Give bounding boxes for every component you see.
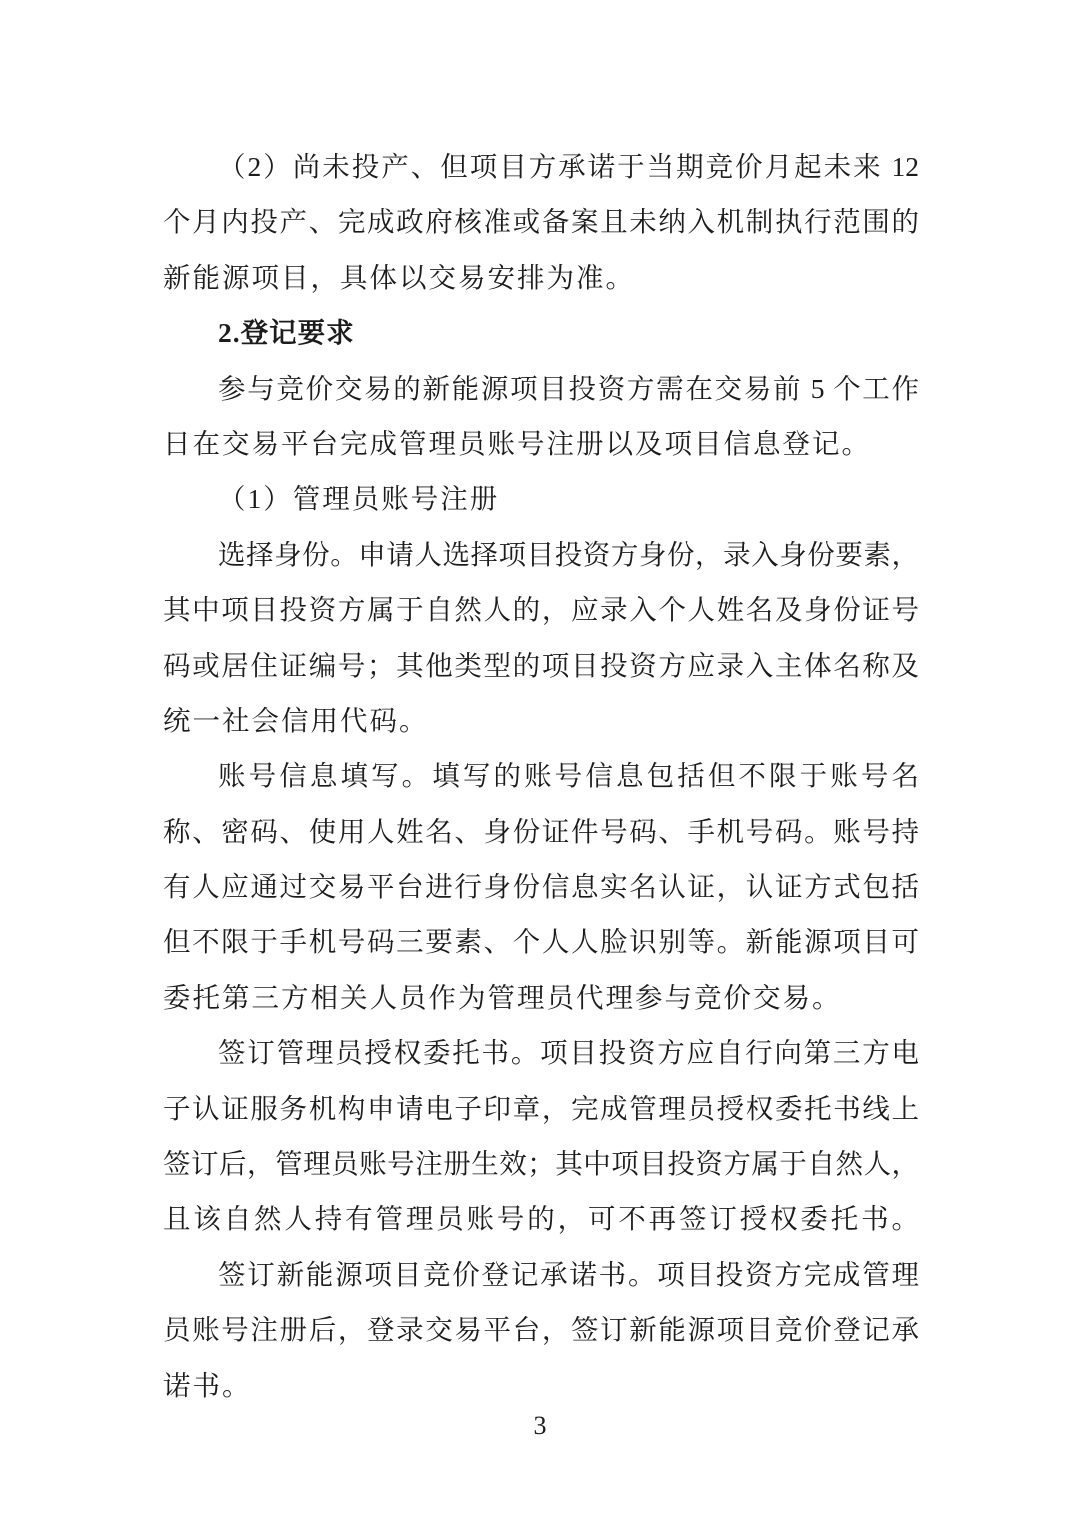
text-line: 码或居住证编号；其他类型的项目投资方应录入主体名称及 <box>163 649 919 681</box>
text-line: 诺书。 <box>163 1369 252 1401</box>
text-line: （1）管理员账号注册 <box>218 483 500 515</box>
text-line: 有人应通过交易平台进行身份信息实名认证，认证方式包括 <box>163 871 919 903</box>
text-line: 签订新能源项目竞价登记承诺书。项目投资方完成管理 <box>218 1258 919 1290</box>
text-line: 签订管理员授权委托书。项目投资方应自行向第三方电 <box>218 1037 919 1069</box>
text-line: 个月内投产、完成政府核准或备案且未纳入机制执行范围的 <box>163 206 919 238</box>
text-line: 委托第三方相关人员作为管理员代理参与竞价交易。 <box>163 981 842 1013</box>
text-line: 账号信息填写。填写的账号信息包括但不限于账号名 <box>218 760 919 792</box>
text-line: 且该自然人持有管理员账号的，可不再签订授权委托书。 <box>163 1203 919 1235</box>
text-line: （2）尚未投产、但项目方承诺于当期竞价月起未来 12 <box>218 151 919 182</box>
text-line: 子认证服务机构申请电子印章，完成管理员授权委托书线上 <box>163 1092 919 1124</box>
text-line: 其中项目投资方属于自然人的，应录入个人姓名及身份证号 <box>163 594 919 626</box>
text-line: 称、密码、使用人姓名、身份证件号码、手机号码。账号持 <box>163 815 919 847</box>
text-line: 日在交易平台完成管理员账号注册以及项目信息登记。 <box>163 427 871 459</box>
section-heading-line: 2.登记要求 <box>218 317 355 349</box>
text-line: 但不限于手机号码三要素、个人人脸识别等。新能源项目可 <box>163 926 919 958</box>
text-line: 签订后，管理员账号注册生效；其中项目投资方属于自然人， <box>163 1148 919 1180</box>
text-line: 新能源项目，具体以交易安排为准。 <box>163 261 635 293</box>
text-block <box>163 139 919 1413</box>
text-line: 参与竞价交易的新能源项目投资方需在交易前 5 个工作 <box>218 372 919 404</box>
text-line: 员账号注册后，登录交易平台，签订新能源项目竞价登记承 <box>163 1314 919 1346</box>
text-line: 统一社会信用代码。 <box>163 704 429 736</box>
page-number: 3 <box>533 1411 547 1440</box>
text-line: 选择身份。申请人选择项目投资方身份，录入身份要素， <box>218 538 919 570</box>
